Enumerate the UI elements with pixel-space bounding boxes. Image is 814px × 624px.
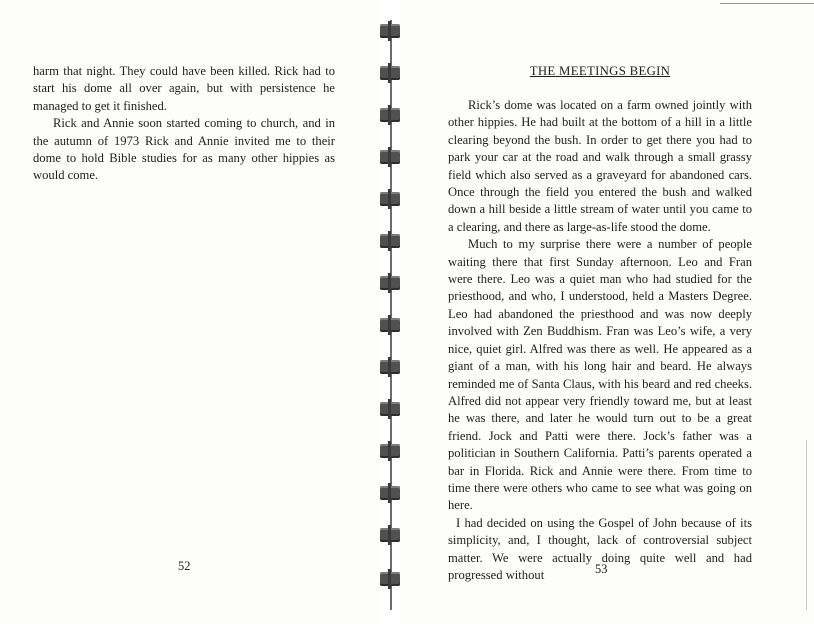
binding-coil bbox=[380, 276, 400, 290]
page-edge-shadow bbox=[806, 440, 807, 610]
right-page-number: 53 bbox=[595, 562, 608, 576]
binding-coil bbox=[380, 318, 400, 332]
binding-coil bbox=[380, 108, 400, 122]
right-paragraph-3: I had decided on using the Gospel of John because of its simplicity, and, I thought, lack of controversial subject matter. We were actually doing quite well and had progressed without bbox=[448, 515, 752, 582]
left-page-text bbox=[33, 63, 335, 185]
binding-coil bbox=[380, 360, 400, 374]
right-page-text bbox=[448, 97, 752, 584]
left-page-number: 52 bbox=[178, 559, 191, 573]
binding-coil bbox=[380, 528, 400, 542]
right-paragraph-1: Rick’s dome was located on a farm owned jointly with other hippies. He had built at the bottom of a hill in a little clearing beyond the bush. In order to get there you had to park your car at the road and walk through a small grassy field which also served as a graveyard for abandoned cars. Once through the field you entered the bush and walked down a hill beside a little stream of water until you came to a clearing, and there as large-as-life stood the dome. bbox=[448, 98, 752, 234]
binding-coil bbox=[380, 24, 400, 38]
binding-coil bbox=[380, 572, 400, 586]
binding-coil bbox=[380, 486, 400, 500]
left-paragraph-1: harm that night. They could have been killed. Rick had to start his dome all over again, but with persistence he managed to get it finished. bbox=[33, 64, 335, 113]
binding-coil bbox=[380, 150, 400, 164]
binding-coil bbox=[380, 402, 400, 416]
right-paragraph-2: Much to my surprise there were a number of people waiting there that first Sunday afternoon. Leo and Fran were there. Leo was a quiet man who had studied for the priesthood, and who, I understood, held a Masters Degree. Leo had abandoned the priesthood and was now deeply involved with Zen Buddhism. Fran was Leo’s wife, a very nice, quiet girl. Alfred was there as well. He appeared as a giant of a man, with his long hair and beard. He always reminded me of Santa Claus, with his beard and red cheeks. Alfred did not appear very friendly toward me, but at least he was there, and later he would turn out to be a great friend. Jock and Patti were there. Jock’s father was a politician in Southern California. Patti’s parents operated a bar in Florida. Rick and Annie were there. From time to time there were others who came to see what was going on here. bbox=[448, 237, 752, 513]
binding-coil bbox=[380, 192, 400, 206]
left-paragraph-2: Rick and Annie soon started coming to church, and in the autumn of 1973 Rick and Annie invited me to their dome to hold Bible studies for as many other hippies as would come. bbox=[33, 116, 335, 183]
binding-coil bbox=[380, 66, 400, 80]
binding-coil bbox=[380, 234, 400, 248]
binding-coil bbox=[380, 444, 400, 458]
page-edge-rule bbox=[720, 3, 814, 4]
chapter-title: THE MEETINGS BEGIN bbox=[529, 64, 671, 78]
